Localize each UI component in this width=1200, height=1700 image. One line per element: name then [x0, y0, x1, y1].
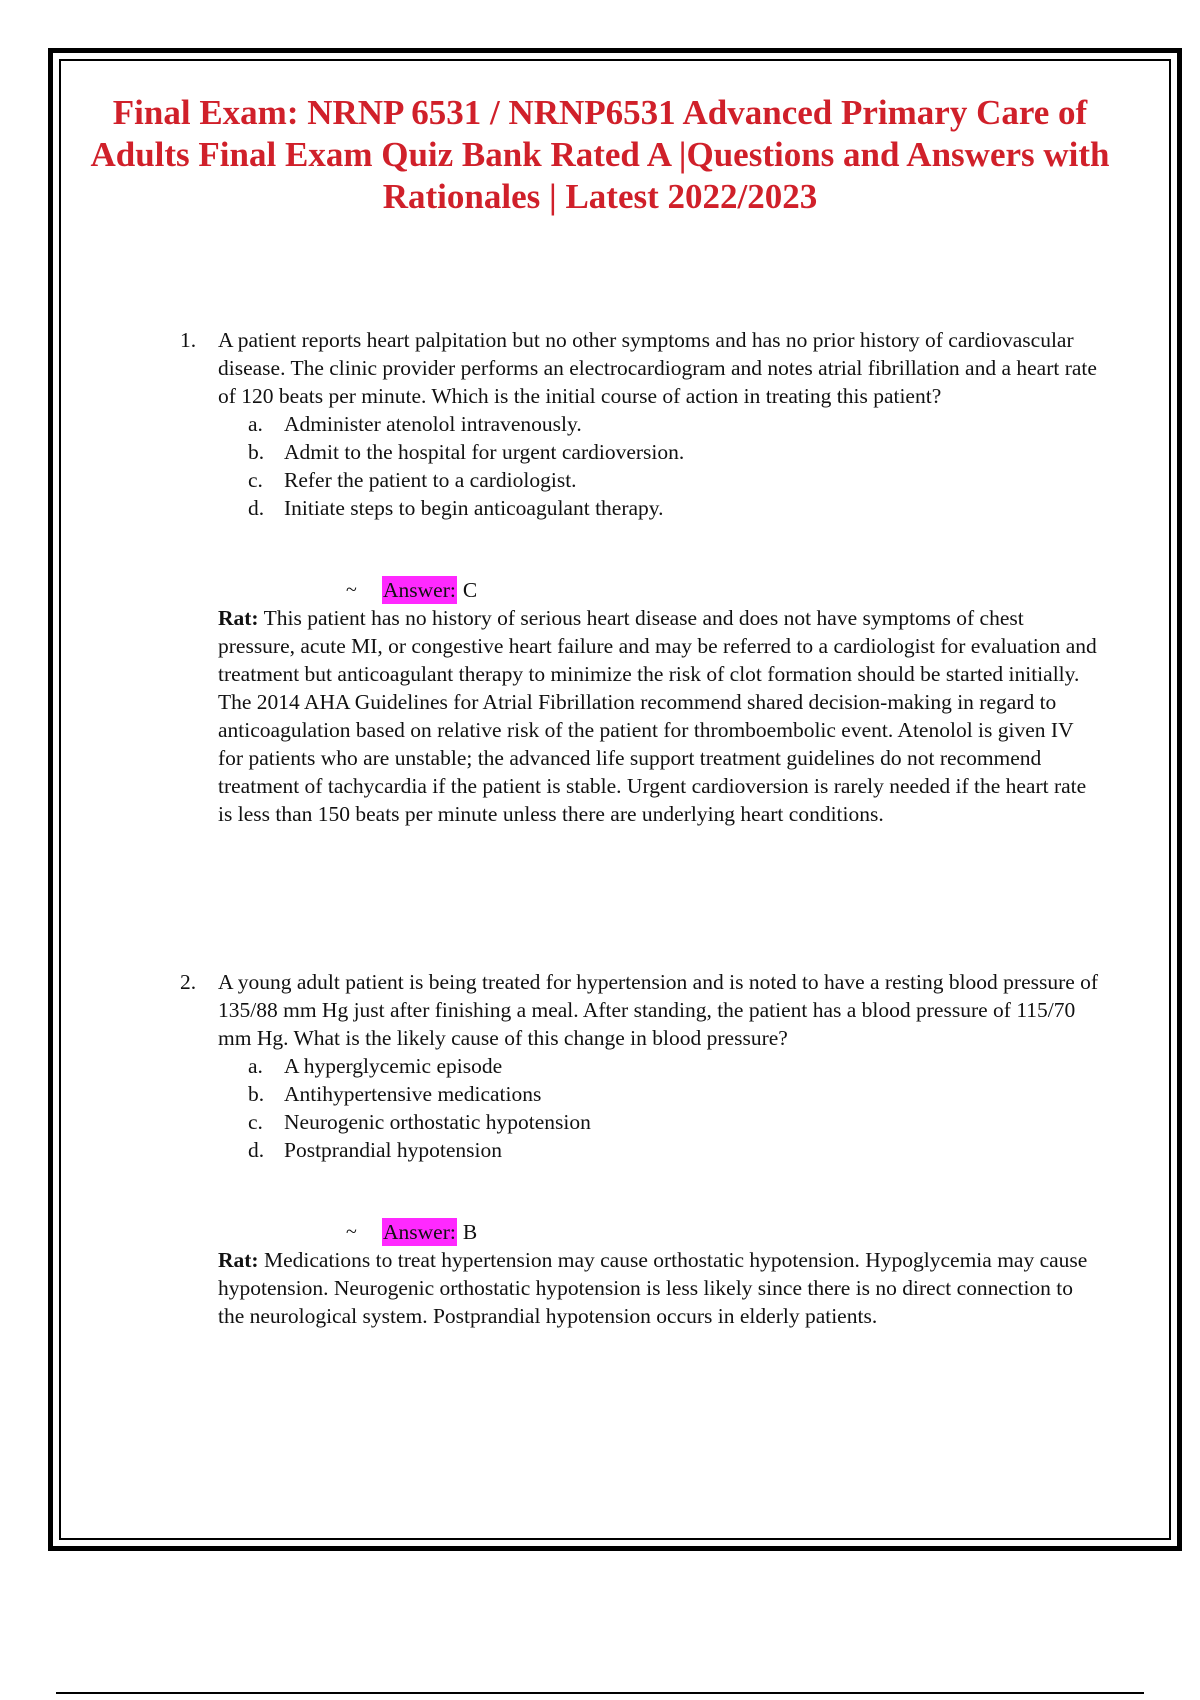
rationale-label: Rat: — [218, 606, 259, 630]
answer-marker: ~ — [346, 1221, 357, 1243]
option-text: Antihypertensive medications — [284, 1082, 542, 1106]
question-1 — [160, 326, 1100, 828]
option-letter: d. — [248, 1138, 265, 1162]
rationale — [160, 1246, 1100, 1330]
answer-value: B — [462, 1220, 478, 1244]
rationale-label: Rat: — [218, 1248, 259, 1272]
option-text: Admit to the hospital for urgent cardioversion. — [284, 440, 685, 464]
option-letter: b. — [248, 1082, 265, 1106]
rationale — [160, 604, 1100, 828]
question-text: A patient reports heart palpitation but no other symptoms and has no prior history of cardiovascular disease. The clinic provider performs an electrocardiogram and notes atrial fibrillation and a heart rate of 120 beats per minute. Which is the initial course of action in treating this patient? — [218, 328, 1097, 408]
option-letter: b. — [248, 440, 265, 464]
question-number: 1. — [180, 328, 197, 352]
option-letter: a. — [248, 1054, 263, 1078]
rationale-text: Medications to treat hypertension may cause orthostatic hypotension. Hypoglycemia may cause hypotension. Neurogenic orthostatic hypotension is less likely since there is no direct connection to the neurological system. Postprandial hypotension occurs in elderly patients. — [218, 1248, 1088, 1328]
options-list — [160, 410, 1100, 522]
answer-row — [160, 1218, 1100, 1246]
option-text: Postprandial hypotension — [284, 1138, 502, 1162]
option-d — [248, 494, 1100, 522]
option-letter: d. — [248, 496, 265, 520]
question-text: A young adult patient is being treated for hypertension and is noted to have a resting blood pressure of 135/88 mm Hg just after finishing a meal. After standing, the patient has a blood pressure of 115/70 mm Hg. What is the likely cause of this change in blood pressure? — [218, 970, 1099, 1050]
option-text: Refer the patient to a cardiologist. — [284, 468, 577, 492]
answer-value: C — [462, 578, 478, 602]
rationale-text: This patient has no history of serious heart disease and does not have symptoms of chest pressure, acute MI, or congestive heart failure and may be referred to a cardiologist for evaluation and treatment but anticoagulant therapy to minimize the risk of clot formation should be started initially. The 2014 AHA Guidelines for Atrial Fibrillation recommend shared decision-making in regard to anticoagulation based on relative risk of the patient for thromboembolic event. Atenolol is given IV for patients who are unstable; the advanced life support treatment guidelines do not recommend treatment of tachycardia if the patient is stable. Urgent cardioversion is rarely needed if the heart rate is less than 150 beats per minute unless there are underlying heart conditions. — [218, 606, 1097, 826]
option-a — [248, 410, 1100, 438]
option-b — [248, 1080, 1100, 1108]
option-a — [248, 1052, 1100, 1080]
option-letter: c. — [248, 1110, 263, 1134]
question-number: 2. — [180, 970, 197, 994]
option-text: Initiate steps to begin anticoagulant therapy. — [284, 496, 664, 520]
options-list — [160, 1052, 1100, 1164]
answer-row — [160, 576, 1100, 604]
question-2 — [160, 968, 1100, 1330]
answer-marker: ~ — [346, 579, 357, 601]
option-letter: c. — [248, 468, 263, 492]
option-d — [248, 1136, 1100, 1164]
answer-label: Answer: — [383, 578, 456, 602]
option-text: Neurogenic orthostatic hypotension — [284, 1110, 591, 1134]
document-title: Final Exam: NRNP 6531 / NRNP6531 Advanced Primary Care of Adults Final Exam Quiz Bank Rated A |Questions and Answers with Rationales | Latest 2022/2023 — [90, 93, 1110, 216]
footer-divider — [56, 1692, 1144, 1694]
option-text: A hyperglycemic episode — [284, 1054, 503, 1078]
answer-label: Answer: — [383, 1220, 456, 1244]
option-letter: a. — [248, 412, 263, 436]
option-b — [248, 438, 1100, 466]
option-c — [248, 466, 1100, 494]
option-text: Administer atenolol intravenously. — [284, 412, 582, 436]
option-c — [248, 1108, 1100, 1136]
